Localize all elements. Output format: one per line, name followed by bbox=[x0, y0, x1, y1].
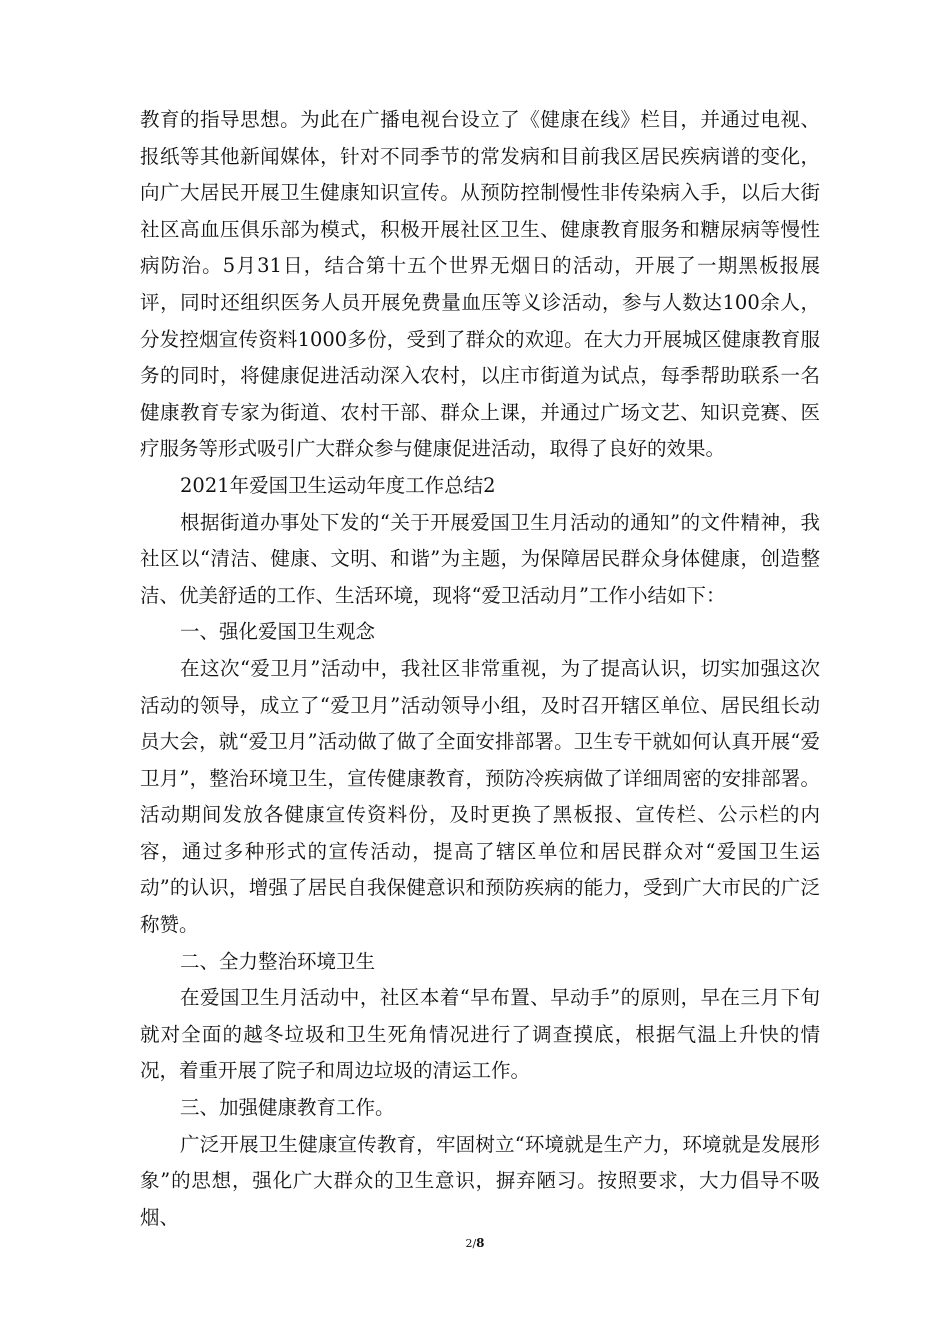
page-number bbox=[0, 1236, 950, 1250]
section-title: 2021年爱国卫生运动年度工作总结2 bbox=[180, 473, 496, 497]
page-total: 8 bbox=[476, 1236, 485, 1250]
paragraph-intro-continued: 教育的指导思想。为此在广播电视台设立了《健康在线》栏目，并通过电视、报纸等其他新闻媒体，针对不同季节的常发病和目前我区居民疾病谱的变化，向广大居民开展卫生健康知识宣传。从预防控制慢性非传染病入手，以后大街社区高血压俱乐部为模式，积极开展社区卫生、健康教育服务和糖尿病等慢性病防治。5月31日，结合第十五个世界无烟日的活动，开展了一期黑板报展评，同时还组织医务人员开展免费量血压等义诊活动，参与人数达100余人，分发控烟宣传资料1000多份，受到了群众的欢迎。在大力开展城区健康教育服务的同时，将健康促进活动深入农村，以庄市街道为试点，每季帮助联系一名健康教育专家为街道、农村干部、群众上课，并通过广场文艺、知识竞赛、医疗服务等形式吸引广大群众参与健康促进活动，取得了良好的效果。 bbox=[140, 108, 820, 461]
paragraph-3: 广泛开展卫生健康宣传教育，牢固树立“环境就是生产力，环境就是发展形象”的思想，强化广大群众的卫生意识，摒弃陋习。按照要求，大力倡导不吸烟、 bbox=[140, 1132, 820, 1229]
document-body bbox=[140, 102, 820, 1236]
heading-2: 二、全力整治环境卫生 bbox=[180, 949, 376, 973]
heading-1: 一、强化爱国卫生观念 bbox=[180, 620, 376, 644]
page-current: 2/ bbox=[465, 1237, 477, 1250]
paragraph-1: 在这次“爱卫月”活动中，我社区非常重视，为了提高认识，切实加强这次活动的领导，成立了“爱卫月”活动领导小组，及时召开辖区单位、居民组长动员大会，就“爱卫月”活动做了做了全面安排部署。卫生专干就如何认真开展“爱卫月”，整治环境卫生，宣传健康教育，预防冷疾病做了详细周密的安排部署。活动期间发放各健康宣传资料份，及时更换了黑板报、宣传栏、公示栏的内容，通过多种形式的宣传活动，提高了辖区单位和居民群众对“爱国卫生运动”的认识，增强了居民自我保健意识和预防疾病的能力，受到广大市民的广泛称赞。 bbox=[140, 656, 820, 937]
paragraph-2: 在爱国卫生月活动中，社区本着“早布置、早动手”的原则，早在三月下旬就对全面的越冬垃圾和卫生死角情况进行了调查摸底，根据气温上升快的情况，着重开展了院子和周边垃圾的清运工作。 bbox=[140, 986, 820, 1083]
paragraph-overview: 根据街道办事处下发的“关于开展爱国卫生月活动的通知”的文件精神，我社区以“清洁、健康、文明、和谐”为主题，为保障居民群众身体健康，创造整洁、优美舒适的工作、生活环境，现将“爱卫活动月”工作小结如下： bbox=[140, 510, 820, 607]
heading-3: 三、加强健康教育工作。 bbox=[180, 1096, 395, 1120]
